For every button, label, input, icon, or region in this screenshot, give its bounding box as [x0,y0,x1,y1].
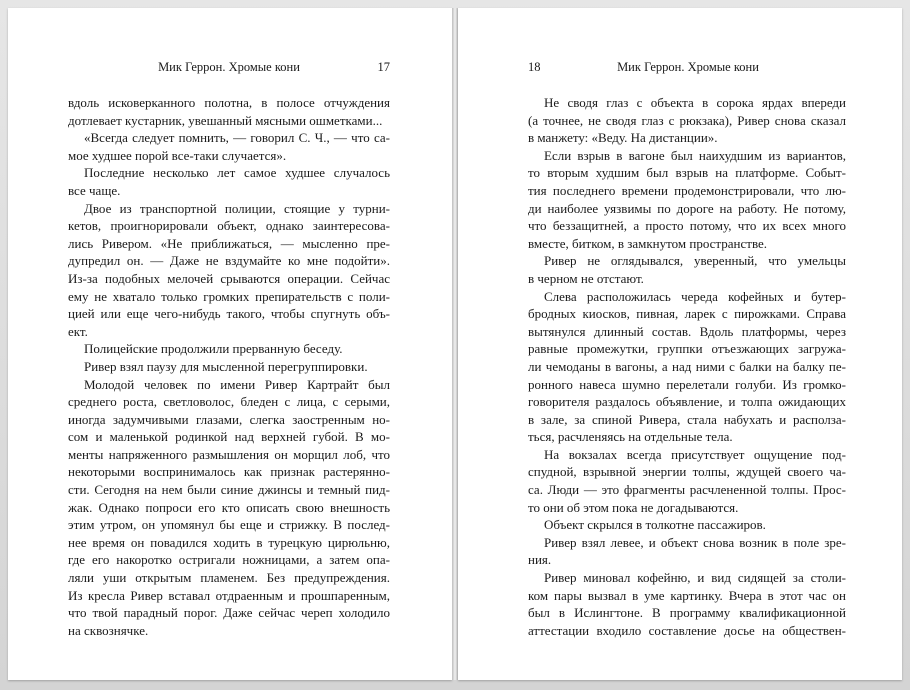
text-line: ться, расчленяясь на отдельные тела. [528,429,733,445]
text-line: то вторым худшим был взрыв на платформе. Событ- [528,165,846,181]
text-line: сти. Сегодня на нем были синие джинсы и темный пид- [68,482,390,498]
text-line: в черном не отстают. [528,270,644,286]
text-line: дотлевает кустарник, увешанный мясными ошметками... [68,112,383,128]
text-line: где его накоротко остригали ножницами, а затем опа- [68,552,390,568]
text-line: Если взрыв в вагоне был наихудшим из вариантов, [544,147,846,163]
text-line: вытянулся длинный состав. Вдоль платформы, через [528,323,846,339]
text-line: на сквознячке. [68,622,149,638]
text-line: в манжету: «Веду. На дистанции». [528,130,718,146]
text-line: менты напряженного размышления он морщил лоб, что [68,446,390,462]
text-line: Слева расположилась череда кофейных и бутер- [544,288,846,304]
text-line: все чаще. [68,182,121,198]
text-line: вместе, битком, в замкнутом пространстве. [528,235,768,251]
text-line: ему не хватало только громких препирательств с поли- [68,288,390,304]
text-line: ронного навеса шумно перелетали голуби. Из громко- [528,376,846,392]
text-line: ляли уши открытым пламенем. Без предупреждения. [68,570,390,586]
text-line: тия последнего времени продемонстрировали, что лю- [528,182,846,198]
text-line: равные промежутки, группки отъезжающих загружа- [528,341,846,357]
text-line: лись Ривером. «Не приближаться, — мысленно пре- [68,235,390,251]
text-line: что беззащитней, а просто потому, что их всех много [528,218,846,234]
right-page-header [528,58,848,76]
text-line: среднего роста, светловолос, бледен с лица, с серыми, [68,394,390,410]
text-line: Ривер взял левее, и объект снова возник в поле зре- [544,534,846,550]
text-line: Молодой человек по имени Ривер Картрайт был [84,376,390,392]
text-line: некоторыми воспринималось как признак растерянно- [68,464,390,480]
text-line: бродных киосков, пивная, ларек с пирожками. Справа [528,306,846,322]
text-line: «Всегда следует помнить, — говорил С. Ч., — что са- [84,130,390,146]
text-line: Из кресла Ривер вставал отдраенным и прошпаренным, [68,587,390,603]
running-title: Мик Геррон. Хромые кони [617,60,759,74]
text-line: Из-за подобных мелочей срываются операции. Сейчас [68,270,390,286]
text-line: нее время он повадился ходить в турецкую цирюльню, [68,534,390,550]
text-line: иногда задумчивыми глазами, слегка заостренным но- [68,411,390,427]
running-title: Мик Геррон. Хромые кони [158,60,300,74]
text-line: ком пары вызвал в уме картинку. Вчера в этот час он [528,587,846,603]
text-line: мое худшее порой все-таки случается». [68,147,287,163]
text-line: Последние несколько лет самое худшее случалось [84,165,390,181]
text-line: говорителя раздалось объявление, и толпа ожидающих [528,394,846,410]
text-line: кетов, проигнорировали объект, однако заинтересова- [68,218,390,234]
text-line: вдоль исковерканного полотна, в полосе отчуждения [68,95,390,110]
left-page-text [68,94,390,639]
text-line: (а точнее, не сводя глаз с рюкзака), Ривер снова сказал [528,112,846,128]
text-line: На вокзалах всегда присутствует ощущение под- [544,446,846,462]
text-line: жак. Однако попроси его кто описать свою внешность [68,499,390,515]
page-number: 17 [377,60,390,74]
text-line: Не сводя глаз с объекта в сорока ярдах впереди [544,95,846,110]
text-line: спудной, взрывной энергии толпы, ждущей своего ча- [528,464,846,480]
text-line: Ривер взял паузу для мысленной перегруппировки. [84,358,368,374]
text-line: ния. [528,552,552,568]
text-line: Ривер миновал кофейню, и вид сидящей за столи- [544,570,846,586]
text-line: ект. [68,323,88,339]
text-line: сом и маленькой родинкой над верхней губой. В мо- [68,429,390,445]
text-line: Полицейские продолжили прерванную беседу. [84,341,343,357]
text-line: то они об этом пока не догадываются. [528,499,739,515]
text-line: аттестации входило составление досье на обществен- [528,622,846,638]
text-line: был в Ислингтоне. В программу квалификационной [528,605,846,621]
text-line: что твой парадный порог. Даже сейчас череп холодило [68,605,390,621]
right-page-text [528,94,846,639]
text-line: са. Люди — это фрагменты расчлененной толпы. Прос- [528,482,846,498]
text-line: Объект скрылся в толкотне пассажиров. [544,517,766,533]
text-line: цией или еще чего-нибудь такого, чтобы спугнуть объ- [68,306,390,322]
text-line: дупредил он. — Даже не вздумайте ко мне подойти». [68,253,390,269]
text-line: ди наиболее уязвимы по дороге на работу. Не потому, [528,200,846,216]
text-line: ли чемоданы в вагоны, а над ними с балки на балку пе- [528,358,846,374]
page-number: 18 [528,60,541,74]
text-line: в зале, за спиной Ривера, стала набухать и располза- [528,411,846,427]
text-line: этим утром, он упомянул бы еще и стрижку. В послед- [68,517,390,533]
left-page [8,8,452,680]
text-line: Двое из транспортной полиции, стоящие у турни- [84,200,390,216]
text-line: Ривер не оглядывался, уверенный, что умельцы [544,253,846,269]
right-page [458,8,902,680]
left-page-header [68,58,390,76]
